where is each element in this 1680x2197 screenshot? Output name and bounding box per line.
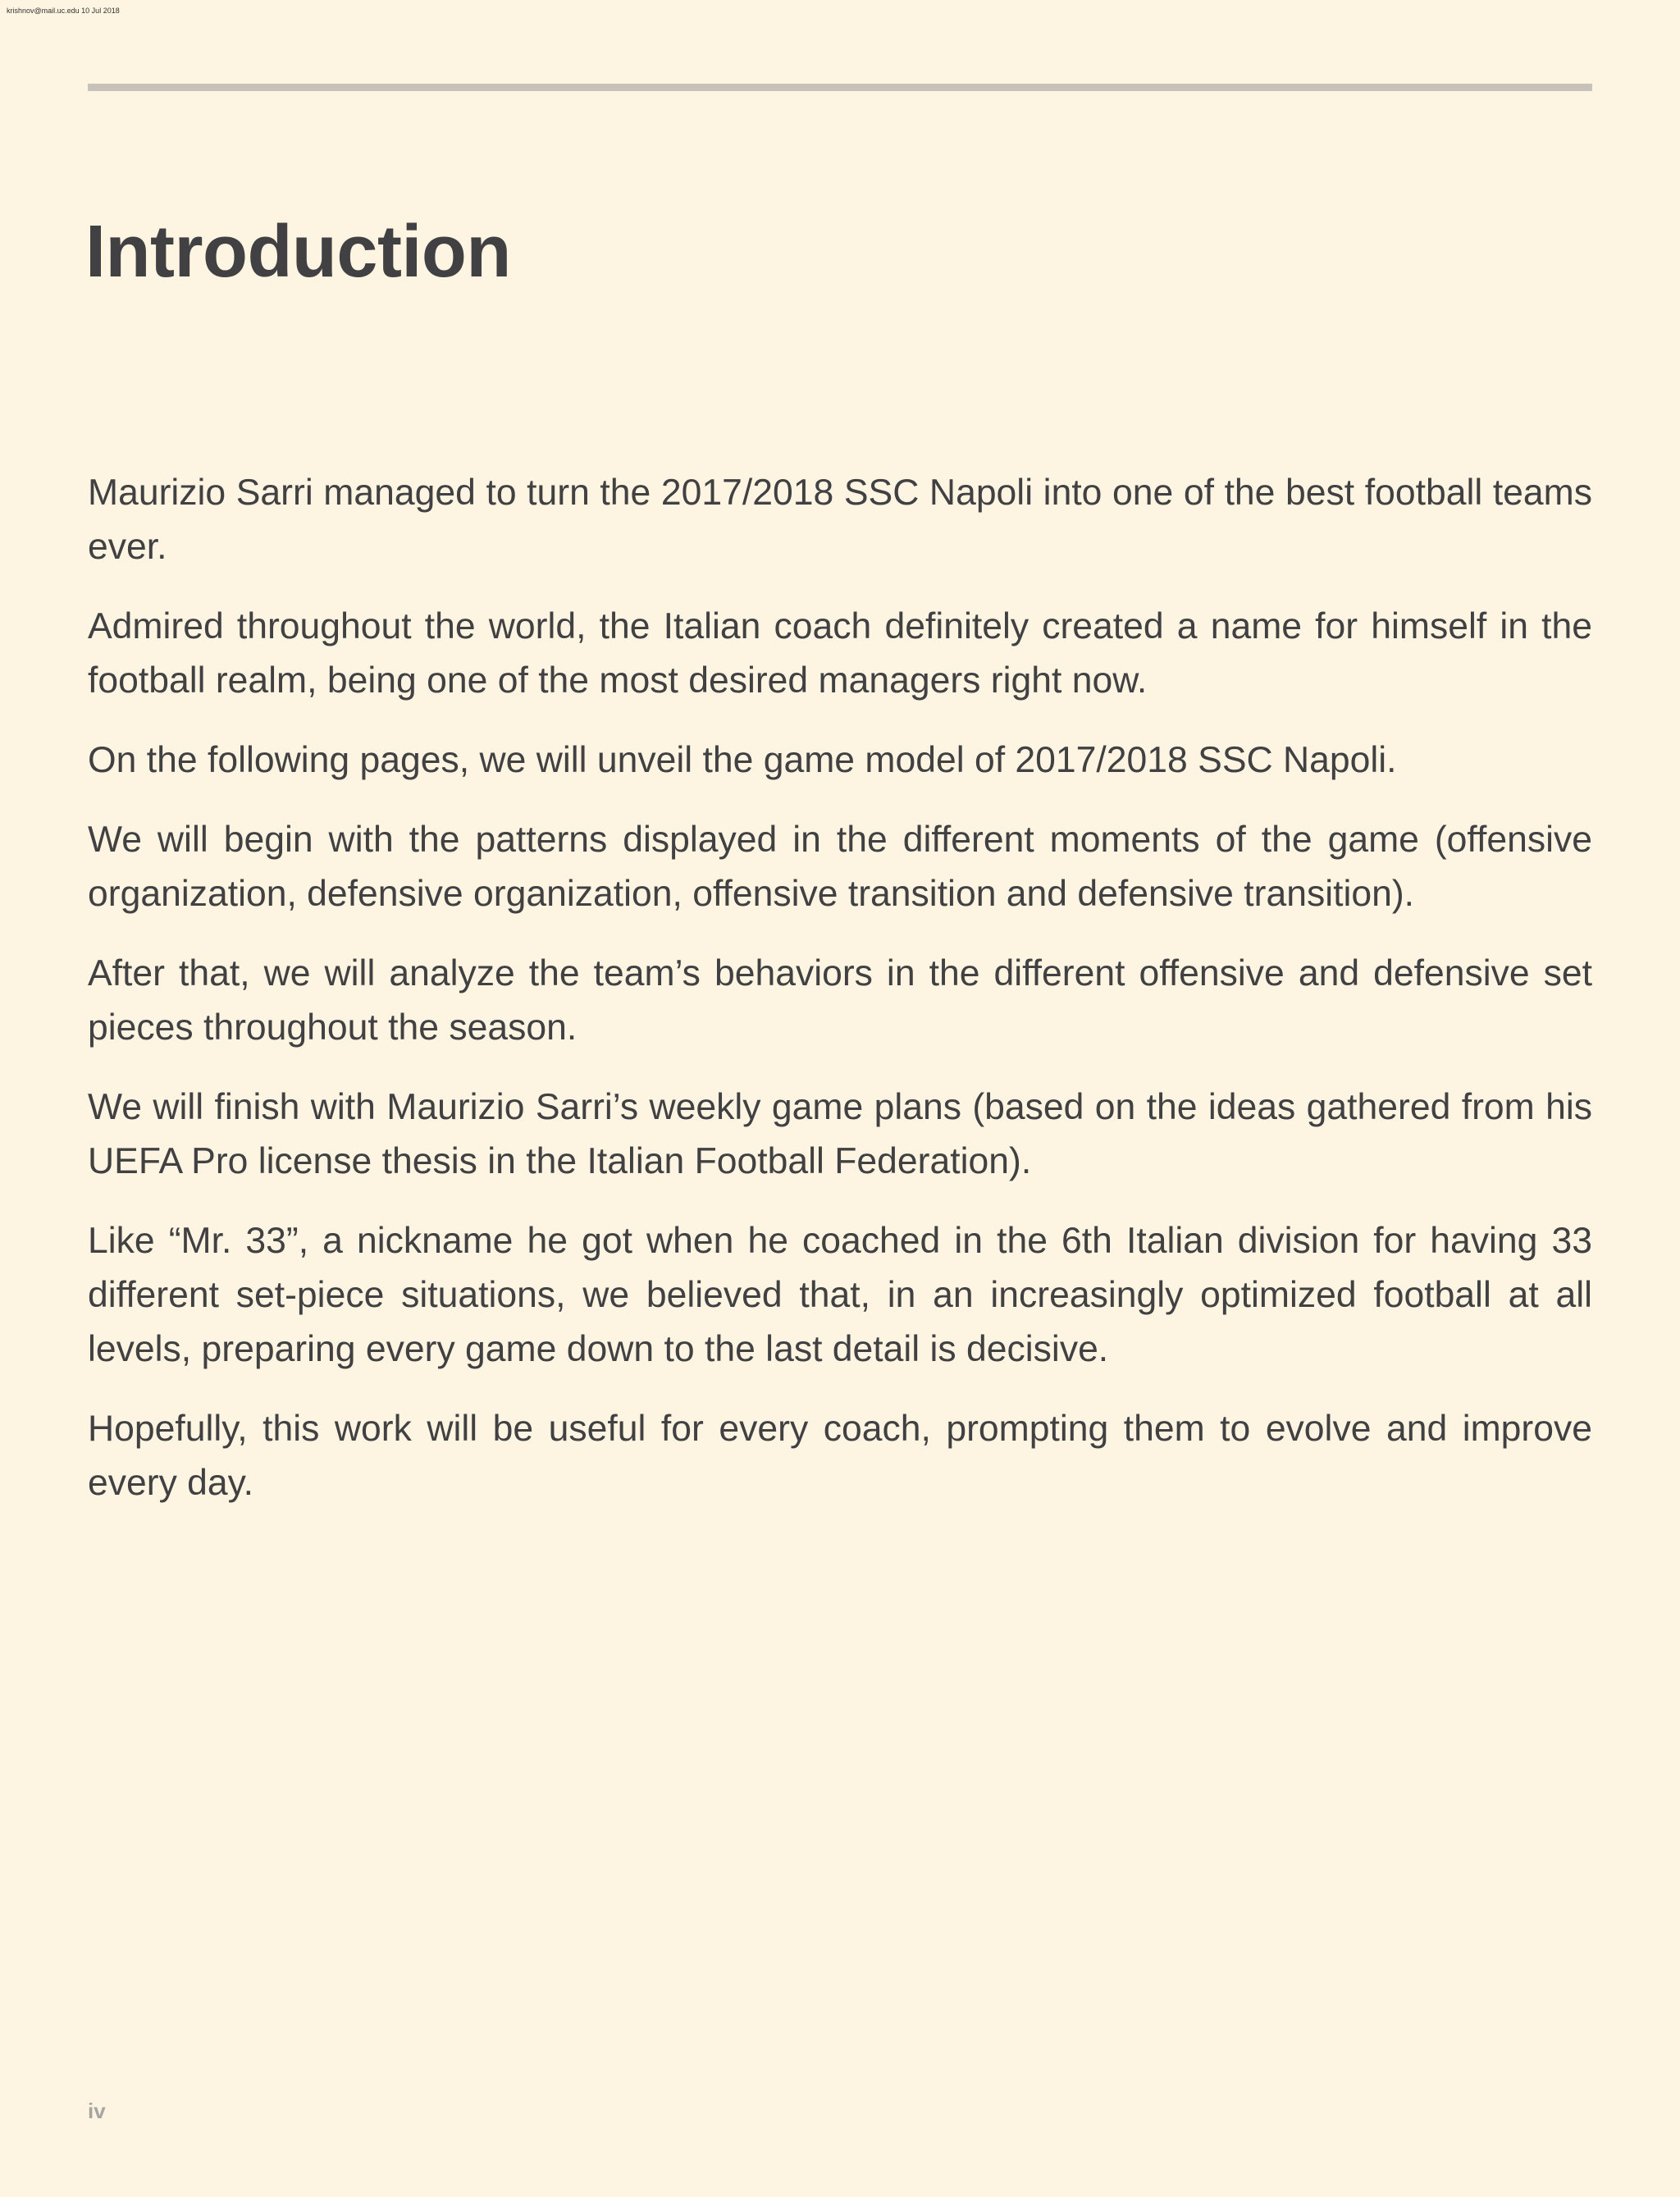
- paragraph: On the following pages, we will unveil the game model of 2017/2018 SSC Napoli.: [88, 740, 1397, 780]
- page-number: iv: [88, 2099, 106, 2123]
- paragraph: Maurizio Sarri managed to turn the 2017/2018 SSC Napoli into one of the best football teams ever.: [88, 473, 1592, 567]
- paragraph: Admired throughout the world, the Italian coach definitely created a name for himself in the football realm, being one of the most desired managers right now.: [88, 606, 1592, 701]
- paragraph: We will finish with Maurizio Sarri’s weekly game plans (based on the ideas gathered from his UEFA Pro license thesis in the Italian Football Federation).: [88, 1087, 1592, 1181]
- header-rule: [88, 84, 1592, 91]
- paragraph: Hopefully, this work will be useful for every coach, prompting them to evolve and improve every day.: [88, 1409, 1592, 1503]
- body-text: [88, 466, 1592, 1536]
- page-title: Introduction: [85, 211, 511, 293]
- paragraph: We will begin with the patterns displayed in the different moments of the game (offensive organization, defensive organization, offensive transition and defensive transition).: [88, 820, 1592, 914]
- watermark-text: krishnov@mail.uc.edu 10 Jul 2018: [7, 7, 120, 15]
- paragraph: After that, we will analyze the team’s behaviors in the different offensive and defensive set pieces throughout the season.: [88, 953, 1592, 1048]
- paragraph: Like “Mr. 33”, a nickname he got when he coached in the 6th Italian division for having 33 different set-piece situations, we believed that, in an increasingly optimized football at all levels, preparing every game down to the last detail is decisive.: [88, 1221, 1592, 1369]
